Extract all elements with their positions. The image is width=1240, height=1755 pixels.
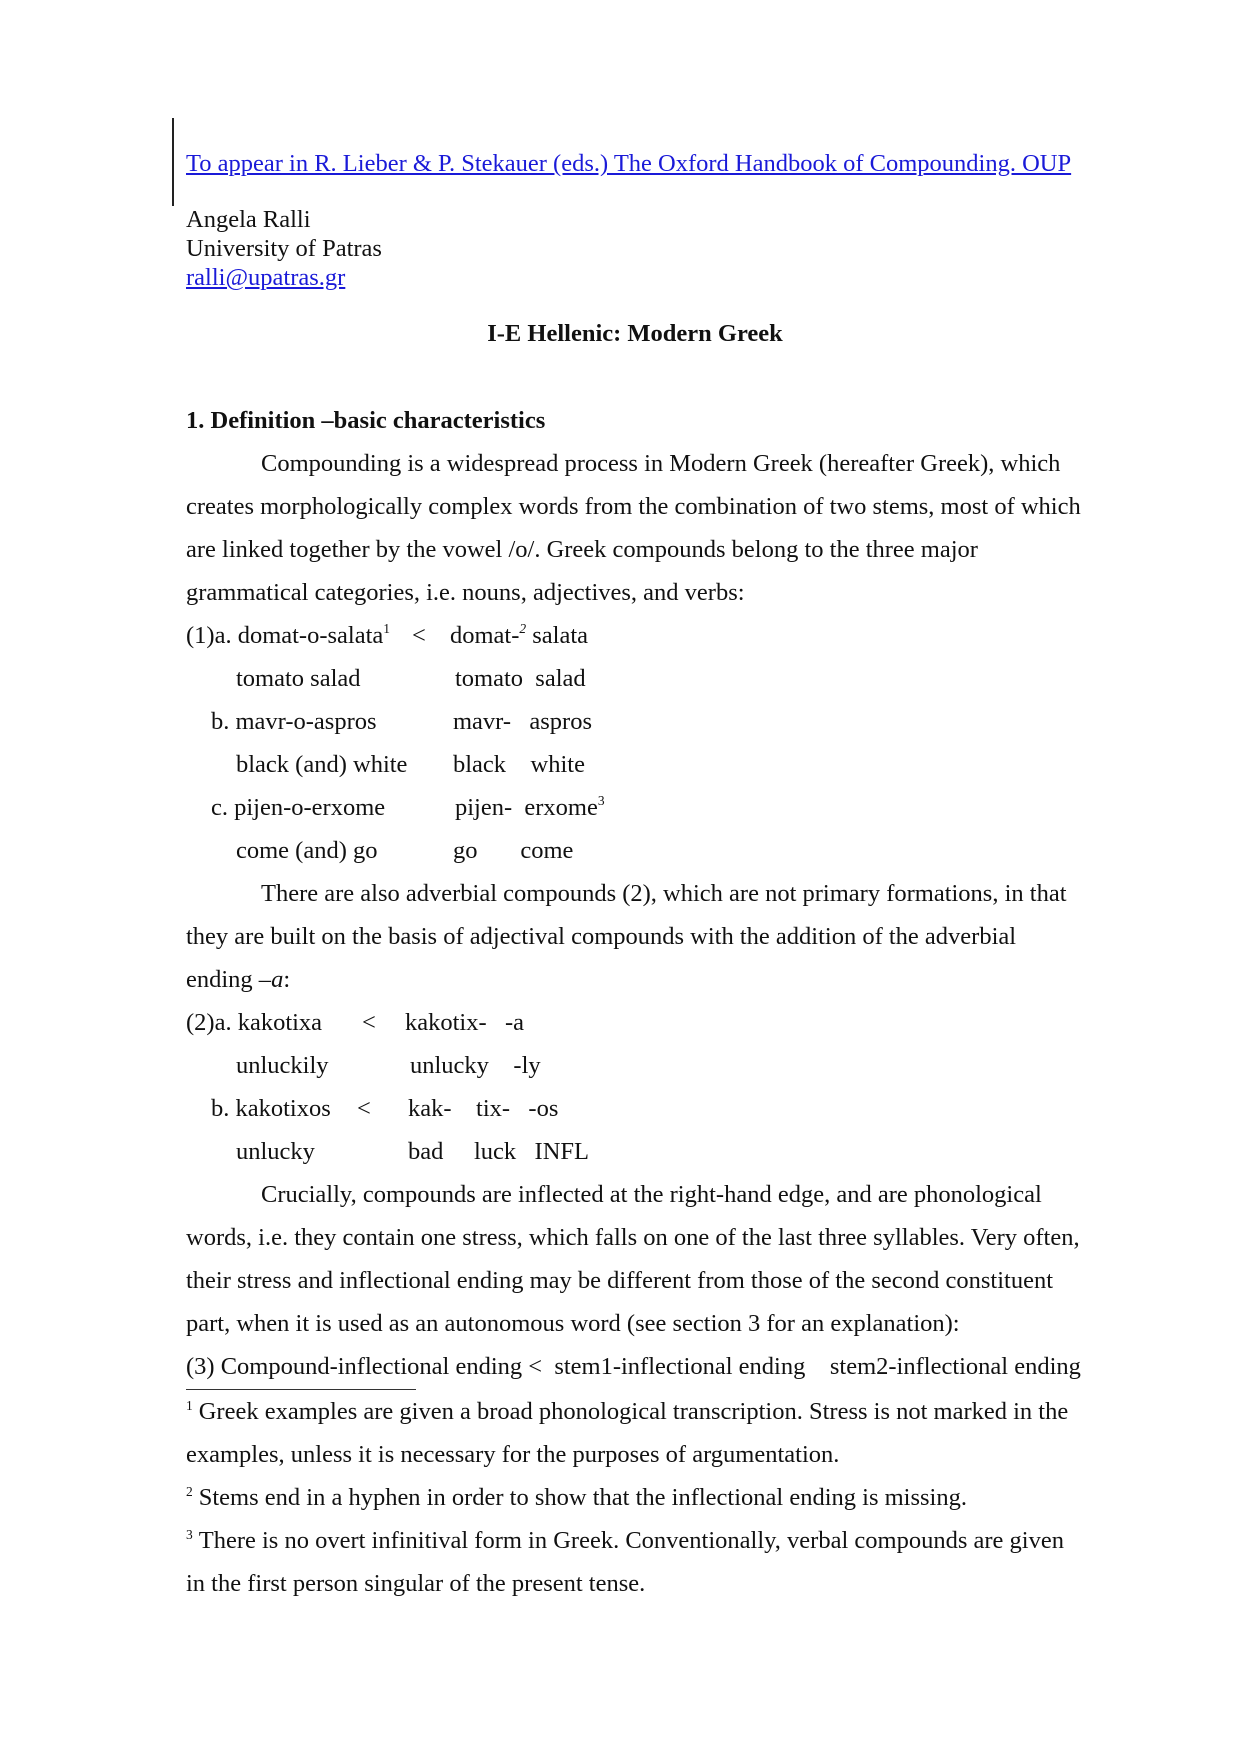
para1-line1: Compounding is a widespread process in Modern Greek (hereafter Greek), which	[261, 450, 1061, 477]
footnote-2-number: 2	[186, 1483, 193, 1499]
footnote-2: $^2$ Stems end in a hyphen in order to show that the inflectional ending is missing.	[186, 1483, 967, 1511]
change-bar	[172, 118, 174, 206]
ex2a-compound: (2)a. kakotixa	[186, 1009, 323, 1036]
para3-line4: part, when it is used as an autonomous word (see section 3 for an explanation):	[186, 1310, 960, 1337]
ex1c-gloss: come (and) go	[236, 837, 378, 864]
ex2b-gloss: unlucky	[236, 1138, 315, 1165]
citation-link[interactable]: To appear in R. Lieber & P. Stekauer (eds.) The Oxford Handbook of Compounding. OUP	[186, 150, 1072, 177]
section-heading: 1. Definition –basic characteristics	[186, 407, 546, 434]
ex1a-compound: (1)a. domat-o-salata$^1$	[186, 620, 391, 649]
ex2b-compound: b. kakotixos	[211, 1095, 331, 1122]
ex1a-lt: <	[412, 622, 426, 649]
footnote-1-line1: $^1$ Greek examples are given a broad phonological transcription. Stress is not marked in the	[186, 1397, 1069, 1425]
ex3-formula: (3) Compound-inflectional ending < stem1-inflectional ending stem2-inflectional ending	[186, 1353, 1081, 1380]
footnote-separator	[186, 1389, 416, 1390]
author-email-link[interactable]: ralli@upatras.gr	[186, 264, 346, 291]
ex1b-gloss: black (and) white	[236, 751, 408, 778]
footnote-3-line2: in the first person singular of the present tense.	[186, 1570, 646, 1597]
ex2a-gloss-source: unlucky -ly	[410, 1052, 541, 1079]
footnote-1-line2: examples, unless it is necessary for the purposes of argumentation.	[186, 1441, 840, 1468]
ex1b-compound: b. mavr-o-aspros	[211, 708, 377, 735]
ex2a-source: kakotix- -a	[405, 1009, 525, 1036]
para2-line3: ending –a:	[186, 966, 291, 993]
footnote-ref-3[interactable]: 3	[597, 792, 605, 808]
ex2a-gloss: unluckily	[236, 1052, 329, 1079]
para1-line2: creates morphologically complex words from the combination of two stems, most of which	[186, 493, 1081, 520]
author-affiliation: University of Patras	[186, 235, 382, 262]
ex1c-source: pijen- erxome$^3$	[455, 792, 605, 821]
para3-line2: words, i.e. they contain one stress, which falls on one of the last three syllables. Very often,	[186, 1224, 1080, 1251]
ex1c-compound: c. pijen-o-erxome	[211, 794, 386, 821]
ex2b-lt: <	[357, 1095, 371, 1122]
footnote-3-line1: $^3$ There is no overt infinitival form in Greek. Conventionally, verbal compounds are given	[186, 1526, 1064, 1554]
para3-line3: their stress and inflectional ending may be different from those of the second constituent	[186, 1267, 1054, 1294]
ex2a-lt: <	[362, 1009, 376, 1036]
para1-line3: are linked together by the vowel /o/. Greek compounds belong to the three major	[186, 536, 978, 563]
ex1a-gloss: tomato salad	[236, 665, 361, 692]
footnote-3-number: 3	[186, 1526, 193, 1542]
ex1c-gloss-source: go come	[453, 837, 574, 864]
para1-line4: grammatical categories, i.e. nouns, adjectives, and verbs:	[186, 579, 745, 606]
page-title: I-E Hellenic: Modern Greek	[487, 320, 783, 347]
ex1b-gloss-source: black white	[453, 751, 585, 778]
ex2b-gloss-source: bad luck INFL	[408, 1138, 589, 1165]
ex1b-source: mavr- aspros	[453, 708, 592, 735]
ex2b-source: kak- tix- -os	[408, 1095, 559, 1122]
para2-line2: they are built on the basis of adjectival compounds with the addition of the adverbial	[186, 923, 1017, 950]
footnote-ref-1[interactable]: 1	[383, 620, 391, 636]
footnote-ref-2[interactable]: 2	[519, 620, 527, 636]
para2-line1: There are also adverbial compounds (2), which are not primary formations, in that	[261, 880, 1067, 907]
ex1a-gloss-source: tomato salad	[455, 665, 586, 692]
author-name: Angela Ralli	[186, 206, 311, 233]
para3-line1: Crucially, compounds are inflected at the right-hand edge, and are phonological	[261, 1181, 1042, 1208]
ex1a-source: domat-$^2$ salata	[450, 620, 589, 649]
footnote-1-number: 1	[186, 1397, 193, 1413]
